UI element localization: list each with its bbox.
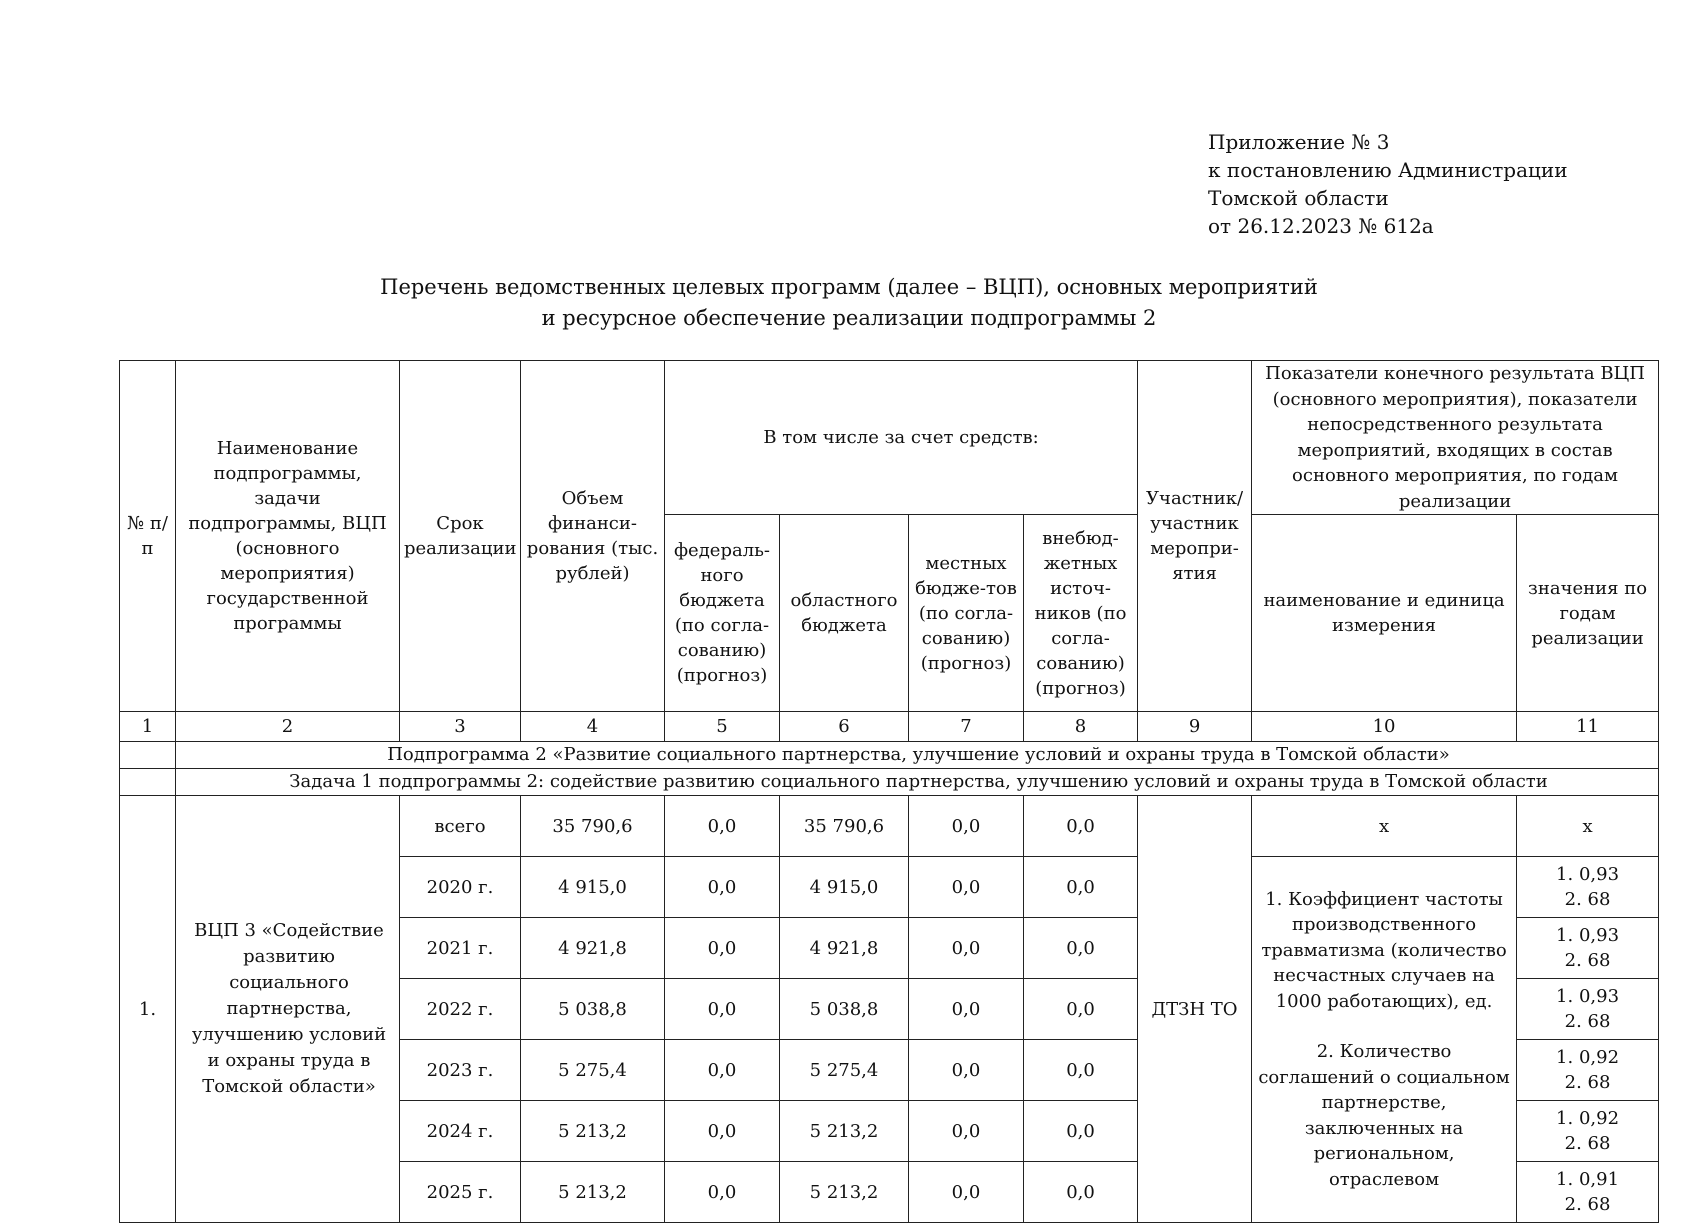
subprogram-row xyxy=(120,742,1659,769)
column-number: 8 xyxy=(1024,712,1138,742)
task-row xyxy=(120,769,1659,796)
indicator-value: 2. 68 xyxy=(1564,950,1611,971)
indicator-values-cell xyxy=(1517,1162,1659,1223)
federal-cell: 0,0 xyxy=(665,796,780,857)
period-cell: 2021 г. xyxy=(400,918,521,979)
document-title xyxy=(0,272,1698,334)
indicator-description xyxy=(1252,857,1517,1223)
indicator-value: 2. 68 xyxy=(1564,1011,1611,1032)
extra-cell: 0,0 xyxy=(1024,979,1138,1040)
header-ind-name: наименование и единица измерения xyxy=(1252,515,1517,712)
local-cell: 0,0 xyxy=(909,1040,1024,1101)
federal-cell: 0,0 xyxy=(665,1040,780,1101)
period-cell: 2023 г. xyxy=(400,1040,521,1101)
indicator-value: 1. 0,93 xyxy=(1556,925,1620,946)
indicator-value: 1. 0,91 xyxy=(1556,1169,1620,1190)
header-federal: федераль-ного бюджета (по согла-сованию) (прогноз) xyxy=(665,515,780,712)
column-number: 7 xyxy=(909,712,1024,742)
local-cell: 0,0 xyxy=(909,1101,1024,1162)
indicator-value: 2. 68 xyxy=(1564,889,1611,910)
local-cell: 0,0 xyxy=(909,979,1024,1040)
column-number: 3 xyxy=(400,712,521,742)
column-number: 1 xyxy=(120,712,176,742)
regional-cell: 5 213,2 xyxy=(780,1162,909,1223)
federal-cell: 0,0 xyxy=(665,1162,780,1223)
indicator-values-cell xyxy=(1517,857,1659,918)
indicator-total-value: х xyxy=(1517,796,1659,857)
period-cell: 2022 г. xyxy=(400,979,521,1040)
column-number: 9 xyxy=(1138,712,1252,742)
column-number: 2 xyxy=(176,712,400,742)
empty-cell xyxy=(120,742,176,769)
extra-cell: 0,0 xyxy=(1024,1040,1138,1101)
indicator-text: 1. Коэффициент частоты производственного травматизма (количество несчастных случаев на 1000 работающих), ед. xyxy=(1261,888,1507,1012)
regional-cell: 5 038,8 xyxy=(780,979,909,1040)
volume-cell: 4 921,8 xyxy=(521,918,665,979)
item-name: ВЦП 3 «Содействие развитию социального партнерства, улучшению условий и охраны труда в Томской области» xyxy=(176,796,400,1223)
federal-cell: 0,0 xyxy=(665,857,780,918)
volume-cell: 5 275,4 xyxy=(521,1040,665,1101)
volume-cell: 4 915,0 xyxy=(521,857,665,918)
header-num: № п/п xyxy=(120,361,176,712)
regional-cell: 4 915,0 xyxy=(780,857,909,918)
indicator-values-cell xyxy=(1517,1040,1659,1101)
volume-cell: 5 213,2 xyxy=(521,1101,665,1162)
indicator-value: 2. 68 xyxy=(1564,1072,1611,1093)
indicator-values-cell xyxy=(1517,918,1659,979)
local-cell: 0,0 xyxy=(909,1162,1024,1223)
indicator-text: 2. Количество соглашений о социальном партнерстве, заключенных на региональном, отраслевом xyxy=(1258,1041,1510,1190)
header-participant: Участник/ участник меропри-ятия xyxy=(1138,361,1252,712)
header-volume: Объем финанси-рования (тыс. рублей) xyxy=(521,361,665,712)
header-name: Наименование подпрограммы, задачи подпрограммы, ВЦП (основного мероприятия) государственной программы xyxy=(176,361,400,712)
period-cell: 2020 г. xyxy=(400,857,521,918)
appendix-line: Томской области xyxy=(1208,186,1389,210)
header-local: местных бюдже-тов (по согла-сованию) (прогноз) xyxy=(909,515,1024,712)
indicator-spacer xyxy=(1256,1014,1512,1039)
header-period: Срок реализации xyxy=(400,361,521,712)
local-cell: 0,0 xyxy=(909,857,1024,918)
subprogram-title: Подпрограмма 2 «Развитие социального партнерства, улучшение условий и охраны труда в Томской области» xyxy=(176,742,1659,769)
header-regional: областного бюджета xyxy=(780,515,909,712)
indicator-value: 2. 68 xyxy=(1564,1194,1611,1215)
appendix-line: от 26.12.2023 № 612а xyxy=(1208,214,1434,238)
local-cell: 0,0 xyxy=(909,918,1024,979)
indicator-value: 2. 68 xyxy=(1564,1133,1611,1154)
indicator-value: 1. 0,93 xyxy=(1556,986,1620,1007)
indicator-total-cell: х xyxy=(1252,796,1517,857)
empty-cell xyxy=(120,769,176,796)
indicator-value: 1. 0,93 xyxy=(1556,864,1620,885)
appendix-line: Приложение № 3 xyxy=(1208,130,1390,154)
indicator-values-cell xyxy=(1517,1101,1659,1162)
regional-cell: 5 275,4 xyxy=(780,1040,909,1101)
volume-cell: 5 213,2 xyxy=(521,1162,665,1223)
program-table xyxy=(119,360,1659,1223)
title-line: Перечень ведомственных целевых программ (далее – ВЦП), основных мероприятий xyxy=(380,275,1318,299)
column-number: 11 xyxy=(1517,712,1659,742)
column-number: 10 xyxy=(1252,712,1517,742)
regional-cell: 35 790,6 xyxy=(780,796,909,857)
regional-cell: 4 921,8 xyxy=(780,918,909,979)
header-including: В том числе за счет средств: xyxy=(665,361,1138,515)
column-number: 6 xyxy=(780,712,909,742)
extra-cell: 0,0 xyxy=(1024,1101,1138,1162)
participant-cell: ДТЗН ТО xyxy=(1138,796,1252,1223)
column-number: 5 xyxy=(665,712,780,742)
period-cell: 2025 г. xyxy=(400,1162,521,1223)
indicator-value: 1. 0,92 xyxy=(1556,1047,1620,1068)
extra-cell: 0,0 xyxy=(1024,1162,1138,1223)
federal-cell: 0,0 xyxy=(665,918,780,979)
extra-cell: 0,0 xyxy=(1024,796,1138,857)
federal-cell: 0,0 xyxy=(665,1101,780,1162)
header-extra: внебюд-жетных источ-ников (по согла-сованию) (прогноз) xyxy=(1024,515,1138,712)
local-cell: 0,0 xyxy=(909,796,1024,857)
header-ind-values: значения по годам реализации xyxy=(1517,515,1659,712)
title-line: и ресурсное обеспечение реализации подпрограммы 2 xyxy=(541,306,1157,330)
appendix-block xyxy=(1208,128,1568,240)
volume-cell: 35 790,6 xyxy=(521,796,665,857)
column-number-row xyxy=(120,712,1659,742)
federal-cell: 0,0 xyxy=(665,979,780,1040)
indicator-value: 1. 0,92 xyxy=(1556,1108,1620,1129)
extra-cell: 0,0 xyxy=(1024,918,1138,979)
period-cell: 2024 г. xyxy=(400,1101,521,1162)
indicator-values-cell xyxy=(1517,979,1659,1040)
regional-cell: 5 213,2 xyxy=(780,1101,909,1162)
task-title: Задача 1 подпрограммы 2: содействие развитию социального партнерства, улучшению условий и охраны труда в Томской области xyxy=(176,769,1659,796)
item-number: 1. xyxy=(120,796,176,1223)
period-cell: всего xyxy=(400,796,521,857)
table-row xyxy=(120,796,1659,857)
extra-cell: 0,0 xyxy=(1024,857,1138,918)
column-number: 4 xyxy=(521,712,665,742)
appendix-line: к постановлению Администрации xyxy=(1208,158,1568,182)
volume-cell: 5 038,8 xyxy=(521,979,665,1040)
header-indicators: Показатели конечного результата ВЦП (основного мероприятия), показатели непосредственного результата мероприятий, входящих в состав основного мероприятия, по годам реализации xyxy=(1252,361,1659,515)
header-row xyxy=(120,361,1659,515)
